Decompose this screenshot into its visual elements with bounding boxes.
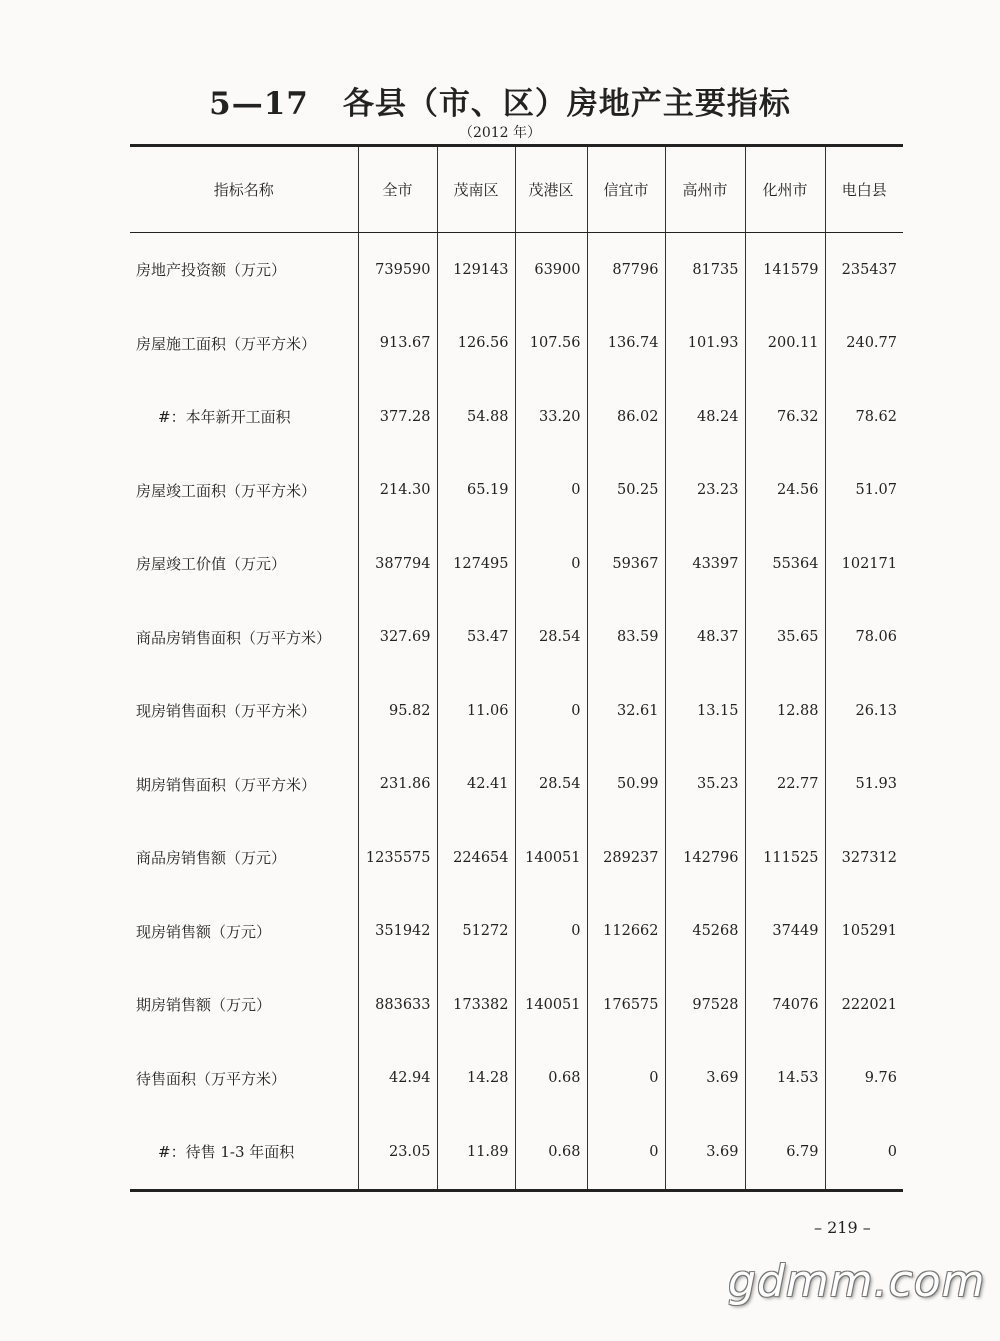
table-row: [130, 454, 903, 528]
table-title: 各县（市、区）房地产主要指标: [342, 86, 791, 122]
table-cell: 12.88: [745, 674, 825, 748]
table-cell: 78.06: [855, 629, 897, 646]
table-cell: 126.56: [437, 307, 515, 381]
table-cell: 0: [887, 1143, 897, 1160]
row-indicator-name: 待售面积（万平方米）: [130, 1042, 358, 1116]
table-body: [130, 233, 903, 1191]
table-cell: 43397: [665, 527, 745, 601]
indicators-table: [130, 144, 903, 1192]
table-cell: 327.69: [358, 601, 437, 675]
table-cell: 127495: [437, 527, 515, 601]
table-cell: 222021: [841, 996, 897, 1013]
row-indicator-name: 房屋竣工价值（万元）: [130, 527, 358, 601]
row-indicator-name: #：待售 1-3 年面积: [130, 1115, 358, 1190]
table-cell: 63900: [515, 233, 587, 307]
table-cell: 101.93: [665, 307, 745, 381]
row-indicator-name: 期房销售额（万元）: [130, 968, 358, 1042]
table-cell: 129143: [437, 233, 515, 307]
row-indicator-name: 房屋施工面积（万平方米）: [130, 307, 358, 381]
table-cell: 105291: [841, 923, 897, 940]
table-cell: 136.74: [587, 307, 665, 381]
table-row: [130, 748, 903, 822]
table-cell: 14.53: [745, 1042, 825, 1116]
page-number: – 219 –: [814, 1218, 871, 1237]
table-cell: 913.67: [358, 307, 437, 381]
table-row: [130, 380, 903, 454]
table-cell: 54.88: [437, 380, 515, 454]
table-cell: 35.23: [665, 748, 745, 822]
table-cell: 327312: [841, 849, 897, 866]
table-cell: 35.65: [745, 601, 825, 675]
table-cell: 173382: [437, 968, 515, 1042]
row-indicator-name: 现房销售面积（万平方米）: [130, 674, 358, 748]
table-row: [130, 968, 903, 1042]
table-cell: 102171: [841, 555, 897, 572]
table-cell: 0: [587, 1042, 665, 1116]
table-cell: 0: [515, 674, 587, 748]
table-cell: 42.94: [358, 1042, 437, 1116]
table-cell: 14.28: [437, 1042, 515, 1116]
table-number: 5—17: [209, 86, 309, 122]
table-cell: 1235575: [358, 821, 437, 895]
table-cell: 0: [515, 895, 587, 969]
table-cell: 26.13: [855, 702, 897, 719]
table-cell: 37449: [745, 895, 825, 969]
table-cell: 48.37: [665, 601, 745, 675]
header-column: 茂港区: [515, 146, 587, 233]
table-cell: 51.07: [855, 482, 897, 499]
table-cell: 0.68: [515, 1042, 587, 1116]
table-cell: 107.56: [515, 307, 587, 381]
table-cell: 13.15: [665, 674, 745, 748]
table-row: [130, 895, 903, 969]
table-cell: 97528: [665, 968, 745, 1042]
table-cell: 240.77: [846, 335, 897, 352]
table-cell: 95.82: [358, 674, 437, 748]
page-title: [0, 78, 1000, 123]
table-cell: 6.79: [745, 1115, 825, 1190]
header-indicator-name: 指标名称: [130, 146, 358, 233]
table-cell: 140051: [515, 968, 587, 1042]
row-indicator-name: 现房销售额（万元）: [130, 895, 358, 969]
table-cell: 141579: [745, 233, 825, 307]
table-row: [130, 307, 903, 381]
table-cell: 32.61: [587, 674, 665, 748]
table-cell: 11.06: [437, 674, 515, 748]
table-cell: 3.69: [665, 1115, 745, 1190]
table-header-row: [130, 146, 903, 233]
row-indicator-name: #：本年新开工面积: [130, 380, 358, 454]
table-cell: 0: [587, 1115, 665, 1190]
table-cell: 42.41: [437, 748, 515, 822]
table-cell: 176575: [587, 968, 665, 1042]
table-cell: 83.59: [587, 601, 665, 675]
table-cell: 87796: [587, 233, 665, 307]
row-indicator-name: 商品房销售额（万元）: [130, 821, 358, 895]
table-row: [130, 821, 903, 895]
table-cell: 33.20: [515, 380, 587, 454]
table-cell: 739590: [358, 233, 437, 307]
table-cell: 51.93: [855, 776, 897, 793]
table-cell: 24.56: [745, 454, 825, 528]
table-cell: 224654: [437, 821, 515, 895]
table-cell: 22.77: [745, 748, 825, 822]
table-cell: 28.54: [515, 748, 587, 822]
table-row: [130, 1115, 903, 1190]
header-column: 信宜市: [587, 146, 665, 233]
watermark-text: gdmm.com: [728, 1256, 986, 1307]
table-cell: 50.25: [587, 454, 665, 528]
table-row: [130, 1042, 903, 1116]
table-cell: 76.32: [745, 380, 825, 454]
table-cell: 231.86: [358, 748, 437, 822]
table-cell: 214.30: [358, 454, 437, 528]
table-cell: 883633: [358, 968, 437, 1042]
table-cell: 0.68: [515, 1115, 587, 1190]
table-cell: 53.47: [437, 601, 515, 675]
table-row: [130, 527, 903, 601]
header-column: 全市: [358, 146, 437, 233]
table-cell: 50.99: [587, 748, 665, 822]
header-column: 化州市: [745, 146, 825, 233]
header-column: 电白县: [825, 146, 903, 233]
header-column: 茂南区: [437, 146, 515, 233]
table-cell: 81735: [665, 233, 745, 307]
table-cell: 9.76: [864, 1070, 897, 1087]
row-indicator-name: 房地产投资额（万元）: [130, 233, 358, 307]
table-cell: 86.02: [587, 380, 665, 454]
row-indicator-name: 期房销售面积（万平方米）: [130, 748, 358, 822]
table-cell: 140051: [515, 821, 587, 895]
table-cell: 23.05: [358, 1115, 437, 1190]
table-row: [130, 233, 903, 307]
table-cell: 112662: [587, 895, 665, 969]
table-row: [130, 674, 903, 748]
table-cell: 351942: [358, 895, 437, 969]
table-cell: 48.24: [665, 380, 745, 454]
table-cell: 0: [515, 454, 587, 528]
table-cell: 111525: [745, 821, 825, 895]
table-subtitle: （2012 年）: [458, 125, 542, 141]
table-cell: 23.23: [665, 454, 745, 528]
table-cell: 200.11: [745, 307, 825, 381]
table-row: [130, 601, 903, 675]
row-indicator-name: 房屋竣工面积（万平方米）: [130, 454, 358, 528]
table-cell: 28.54: [515, 601, 587, 675]
table-cell: 235437: [841, 261, 897, 278]
table-cell: 142796: [665, 821, 745, 895]
table-cell: 387794: [358, 527, 437, 601]
table-cell: 289237: [587, 821, 665, 895]
table-cell: 59367: [587, 527, 665, 601]
table-cell: 65.19: [437, 454, 515, 528]
row-indicator-name: 商品房销售面积（万平方米）: [130, 601, 358, 675]
table-cell: 45268: [665, 895, 745, 969]
table-cell: 377.28: [358, 380, 437, 454]
table-cell: 11.89: [437, 1115, 515, 1190]
table-cell: 0: [515, 527, 587, 601]
table-cell: 78.62: [855, 408, 897, 425]
header-column: 高州市: [665, 146, 745, 233]
table-cell: 55364: [745, 527, 825, 601]
table-cell: 3.69: [665, 1042, 745, 1116]
table-cell: 51272: [437, 895, 515, 969]
table-cell: 74076: [745, 968, 825, 1042]
